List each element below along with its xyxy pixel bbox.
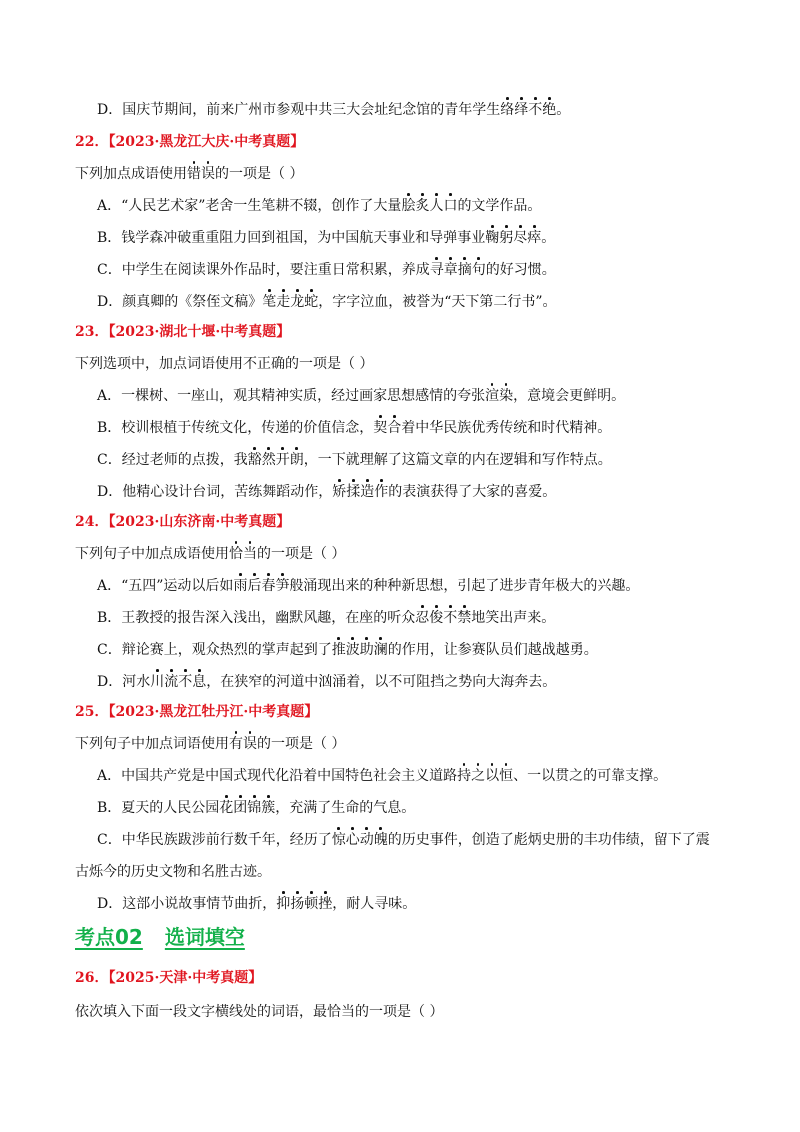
dotted-char: 误 bbox=[201, 166, 215, 182]
q25-option-c bbox=[97, 830, 710, 850]
dotted-char: 然 bbox=[261, 452, 276, 468]
q24-option-b bbox=[97, 608, 555, 628]
dotted-char: 章 bbox=[443, 262, 458, 278]
q24-stem bbox=[75, 544, 345, 564]
option-text: A．“五四”运动以后如 bbox=[97, 578, 234, 594]
dotted-char: 惊 bbox=[331, 832, 346, 848]
option-text: D．河水 bbox=[97, 674, 151, 690]
q25-stem bbox=[75, 734, 345, 754]
dotted-word bbox=[332, 642, 388, 658]
dotted-char: 揉 bbox=[346, 484, 361, 500]
q23-option-d bbox=[97, 482, 556, 502]
dotted-char: 龙 bbox=[290, 294, 305, 310]
dotted-char: 躬 bbox=[499, 230, 514, 246]
dotted-char: 造 bbox=[360, 484, 375, 500]
option-text: B．钱学森冲破重重阻力回到祖国，为中国航天事业和导弹事业 bbox=[97, 230, 486, 246]
q23-option-b bbox=[97, 418, 611, 438]
dotted-char: 助 bbox=[359, 642, 374, 658]
option-text: 的文学作品。 bbox=[457, 198, 542, 214]
dotted-char: 鞠 bbox=[485, 230, 500, 246]
q25-option-c-continued: 古烁今的历史文物和名胜古迹。 bbox=[75, 864, 271, 880]
dotted-char: 推 bbox=[331, 642, 346, 658]
option-text: D．他精心设计台词，苦练舞蹈动作， bbox=[97, 484, 333, 500]
dotted-char: 有 bbox=[229, 736, 243, 752]
dotted-char: 川 bbox=[150, 674, 165, 690]
dotted-char: 不 bbox=[178, 674, 193, 690]
dotted-char: 恰 bbox=[229, 546, 243, 562]
stem-text: 下列加点成语使用 bbox=[75, 166, 187, 182]
option-text: 地笑出声来。 bbox=[471, 610, 556, 626]
dotted-char: 脍 bbox=[401, 198, 416, 214]
dotted-char: 绝 bbox=[542, 102, 557, 118]
option-text: ，充满了生命的气息。 bbox=[275, 800, 416, 816]
dotted-char: 扬 bbox=[290, 896, 305, 912]
dotted-char: 后 bbox=[247, 578, 262, 594]
option-text: C．中学生在阅读课外作品时，要注重日常积累，养成 bbox=[97, 262, 430, 278]
dotted-char: 炙 bbox=[415, 198, 430, 214]
option-text: 。 bbox=[541, 230, 556, 246]
dotted-word bbox=[229, 546, 257, 562]
dotted-char: 不 bbox=[528, 102, 543, 118]
option-text: D．颜真卿的《祭侄文稿》 bbox=[97, 294, 263, 310]
dotted-char: 息 bbox=[192, 674, 207, 690]
question-number: 23． bbox=[75, 324, 109, 340]
option-text: B．夏天的人民公园 bbox=[97, 800, 220, 816]
question-source: 【2023·黑龙江大庆·中考真题】 bbox=[108, 134, 305, 150]
dotted-char: 染 bbox=[499, 388, 514, 404]
option-text: C．中华民族跋涉前行数千年，经历了 bbox=[97, 832, 332, 848]
dotted-char: 走 bbox=[276, 294, 291, 310]
section-code: 考点02 bbox=[75, 925, 143, 949]
q21-option-d bbox=[97, 100, 570, 120]
dotted-word bbox=[430, 262, 486, 278]
option-text: 的表演获得了大家的喜爱。 bbox=[388, 484, 557, 500]
dotted-char: 合 bbox=[387, 420, 402, 436]
dotted-char: 句 bbox=[471, 262, 486, 278]
option-text: ，字字泣血，被誉为“天下第二行书”。 bbox=[318, 294, 557, 310]
q22-option-b bbox=[97, 228, 555, 248]
stem-text: 下列句子中加点词语使用 bbox=[75, 736, 229, 752]
option-text: D．这部小说故事情节曲折， bbox=[97, 896, 277, 912]
stem-text: 下列句子中加点成语使用 bbox=[75, 546, 229, 562]
dotted-word bbox=[219, 800, 275, 816]
dotted-char: 开 bbox=[275, 452, 290, 468]
option-text: A．一棵树、一座山，观其精神实质，经过画家思想感情的夸张 bbox=[97, 388, 486, 404]
q23-option-a bbox=[97, 386, 625, 406]
option-text: B．校训根植于传统文化，传递的价值信念， bbox=[97, 420, 374, 436]
dotted-char: 团 bbox=[233, 800, 248, 816]
q24-option-d bbox=[97, 672, 556, 692]
option-text: D．国庆节期间，前来广州市参观中共三大会址纪念馆的青年学生 bbox=[97, 102, 501, 118]
dotted-char: 澜 bbox=[373, 642, 388, 658]
q23-option-c bbox=[97, 450, 612, 470]
option-text: 的作用，让参赛队员们越战越勇。 bbox=[387, 642, 598, 658]
dotted-word bbox=[229, 736, 257, 752]
option-text: 着中华民族优秀传统和时代精神。 bbox=[401, 420, 612, 436]
option-text: 般涌现出来的种种新思想，引起了进步青年极大的兴趣。 bbox=[289, 578, 640, 594]
q23-header bbox=[75, 322, 290, 342]
dotted-char: 俊 bbox=[429, 610, 444, 626]
option-text: A．“人民艺术家”老舍一生笔耕不辍，创作了大量 bbox=[97, 198, 402, 214]
dotted-word bbox=[150, 674, 206, 690]
q23-stem: 下列选项中，加点词语使用不正确的一项是（ ） bbox=[75, 356, 374, 372]
dotted-word bbox=[276, 896, 332, 912]
dotted-char: 流 bbox=[164, 674, 179, 690]
dotted-char: 忍 bbox=[415, 610, 430, 626]
dotted-char: 瘁 bbox=[527, 230, 542, 246]
dotted-char: 恒 bbox=[499, 768, 514, 784]
dotted-char: 顿 bbox=[304, 896, 319, 912]
dotted-char: 绎 bbox=[514, 102, 529, 118]
dotted-char: 心 bbox=[345, 832, 360, 848]
dotted-word bbox=[401, 198, 457, 214]
dotted-char: 摘 bbox=[457, 262, 472, 278]
dotted-char: 之 bbox=[471, 768, 486, 784]
dotted-word bbox=[187, 166, 215, 182]
dotted-word bbox=[457, 768, 513, 784]
dotted-char: 络 bbox=[500, 102, 515, 118]
q25-option-b bbox=[97, 798, 415, 818]
dotted-char: 笔 bbox=[262, 294, 277, 310]
q22-option-a bbox=[97, 196, 541, 216]
dotted-char: 禁 bbox=[457, 610, 472, 626]
dotted-char: 人 bbox=[429, 198, 444, 214]
dotted-char: 矫 bbox=[332, 484, 347, 500]
stem-text: 的一项是（ ） bbox=[257, 546, 346, 562]
q26-header bbox=[75, 968, 262, 988]
question-source: 【2023·湖北十堰·中考真题】 bbox=[108, 324, 291, 340]
dotted-word bbox=[233, 578, 289, 594]
dotted-char: 误 bbox=[243, 736, 257, 752]
dotted-char: 寻 bbox=[429, 262, 444, 278]
option-text: 、一以贯之的可靠支撑。 bbox=[513, 768, 668, 784]
option-text: 的好习惯。 bbox=[485, 262, 556, 278]
question-source: 【2023·山东济南·中考真题】 bbox=[108, 514, 291, 530]
dotted-char: 朗 bbox=[289, 452, 304, 468]
question-source: 【2023·黑龙江牡丹江·中考真题】 bbox=[108, 704, 319, 720]
stem-text: 的一项是（ ） bbox=[257, 736, 346, 752]
option-text: C．经过老师的点拨，我 bbox=[97, 452, 248, 468]
q24-option-a bbox=[97, 576, 639, 596]
dotted-word bbox=[248, 452, 304, 468]
option-text: C．辩论赛上，观众热烈的掌声起到了 bbox=[97, 642, 332, 658]
dotted-char: 蛇 bbox=[304, 294, 319, 310]
question-number: 24． bbox=[75, 514, 109, 530]
dotted-char: 持 bbox=[457, 768, 472, 784]
dotted-char: 渲 bbox=[485, 388, 500, 404]
dotted-char: 锦 bbox=[247, 800, 262, 816]
option-text: ，意境会更鲜明。 bbox=[513, 388, 626, 404]
question-number: 26． bbox=[75, 970, 109, 986]
stem-text: 的一项是（ ） bbox=[215, 166, 304, 182]
q25-option-d bbox=[97, 894, 416, 914]
option-text: 。 bbox=[556, 102, 571, 118]
dotted-char: 魄 bbox=[373, 832, 388, 848]
option-text: ，在狭窄的河道中汹涌着，以不可阻挡之势向大海奔去。 bbox=[206, 674, 557, 690]
option-text: B．王教授的报告深入浅出，幽默风趣，在座的听众 bbox=[97, 610, 416, 626]
q22-stem bbox=[75, 164, 303, 184]
q25-option-a bbox=[97, 766, 667, 786]
dotted-char: 契 bbox=[373, 420, 388, 436]
dotted-char: 当 bbox=[243, 546, 257, 562]
q25-header bbox=[75, 702, 318, 722]
option-text: A．中国共产党是中国式现代化沿着中国特色社会主义道路 bbox=[97, 768, 458, 784]
dotted-char: 不 bbox=[443, 610, 458, 626]
dotted-word bbox=[332, 832, 388, 848]
option-text: ，耐人寻味。 bbox=[332, 896, 417, 912]
dotted-char: 花 bbox=[219, 800, 234, 816]
dotted-word bbox=[485, 230, 541, 246]
dotted-word bbox=[415, 610, 471, 626]
dotted-char: 口 bbox=[443, 198, 458, 214]
dotted-word bbox=[373, 420, 401, 436]
dotted-char: 动 bbox=[359, 832, 374, 848]
dotted-char: 以 bbox=[485, 768, 500, 784]
dotted-char: 簇 bbox=[261, 800, 276, 816]
option-text: 的历史事件，创造了彪炳史册的丰功伟绩，留下了震 bbox=[387, 832, 710, 848]
dotted-char: 笋 bbox=[275, 578, 290, 594]
dotted-char: 春 bbox=[261, 578, 276, 594]
dotted-word bbox=[500, 102, 556, 118]
dotted-char: 雨 bbox=[233, 578, 248, 594]
question-number: 22． bbox=[75, 134, 109, 150]
q24-option-c bbox=[97, 640, 598, 660]
option-text: ，一下就理解了这篇文章的内在逻辑和写作特点。 bbox=[303, 452, 612, 468]
dotted-char: 豁 bbox=[247, 452, 262, 468]
q24-header bbox=[75, 512, 290, 532]
dotted-char: 错 bbox=[187, 166, 201, 182]
dotted-word bbox=[262, 294, 318, 310]
dotted-word bbox=[485, 388, 513, 404]
dotted-char: 尽 bbox=[513, 230, 528, 246]
dotted-char: 挫 bbox=[318, 896, 333, 912]
question-number: 25． bbox=[75, 704, 109, 720]
dotted-char: 作 bbox=[374, 484, 389, 500]
q22-header bbox=[75, 132, 304, 152]
question-source: 【2025·天津·中考真题】 bbox=[108, 970, 263, 986]
dotted-char: 抑 bbox=[276, 896, 291, 912]
q26-stem: 依次填入下面一段文字横线处的词语，最恰当的一项是（ ） bbox=[75, 1004, 444, 1020]
dotted-word bbox=[332, 484, 388, 500]
q22-option-c bbox=[97, 260, 556, 280]
section-heading bbox=[75, 921, 245, 950]
section-title: 选词填空 bbox=[164, 925, 245, 949]
dotted-char: 波 bbox=[345, 642, 360, 658]
q22-option-d bbox=[97, 292, 557, 312]
